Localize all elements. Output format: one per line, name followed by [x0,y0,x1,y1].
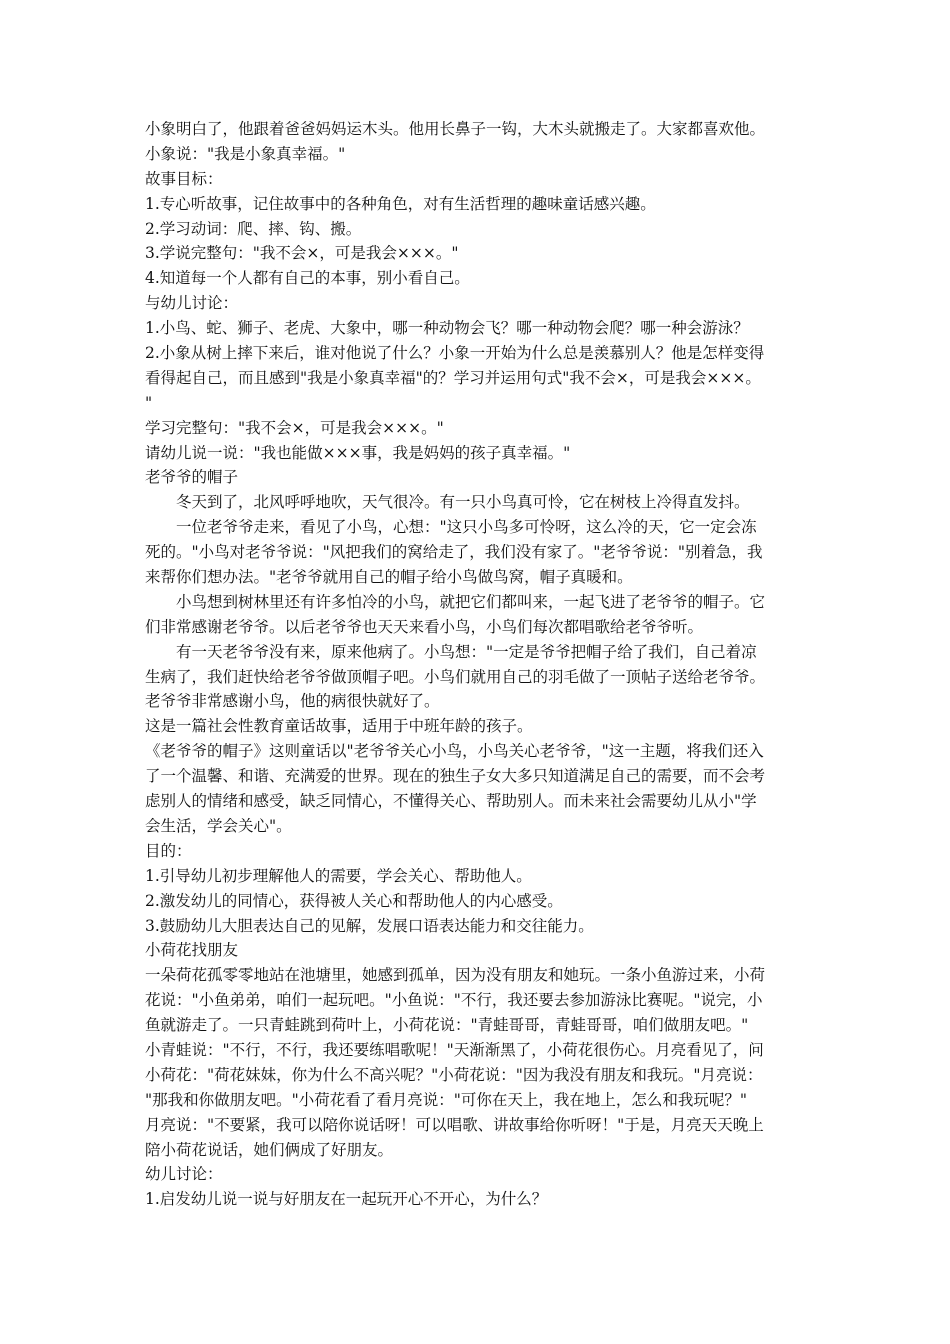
text-line: " [145,393,153,412]
text-line: 学习完整句："我不会×，可是我会×××。" [145,418,444,437]
text-line: 这是一篇社会性教育童话故事，适用于中班年龄的孩子。 [145,717,533,736]
text-line: 月亮说："不要紧，我可以陪你说话呀！可以唱歌、讲故事给你听呀！"于是，月亮天天晚上 [145,1115,764,1134]
text-line: 小象明白了，他跟着爸爸妈妈运木头。他用长鼻子一钩，大木头就搬走了。大家都喜欢他。 [145,120,766,138]
text-line: 2.激发幼儿的同情心，获得被人关心和帮助他人的内心感受。 [145,891,563,910]
text-line: 幼儿讨论： [145,1165,223,1184]
text-line: 1.小鸟、蛇、狮子、老虎、大象中，哪一种动物会飞？哪一种动物会爬？哪一种会游泳？ [145,319,749,338]
text-line: 生病了，我们赶快给老爷爷做顶帽子吧。小鸟们就用自己的羽毛做了一顶帖子送给老爷爷。 [145,667,766,686]
text-line: 来帮你们想办法。"老爷爷就用自己的帽子给小鸟做鸟窝，帽子真暖和。 [145,568,633,587]
text-line: 目的： [145,841,192,860]
text-line: 3.鼓励幼儿大胆表达自己的见解，发展口语表达能力和交往能力。 [145,916,594,935]
text-line: 小象说："我是小象真幸福。" [145,144,346,163]
text-line: 1.启发幼儿说一说与好朋友在一起玩开心不开心，为什么？ [145,1190,548,1209]
text-line: 死的。"小鸟对老爷爷说："风把我们的窝给走了，我们没有家了。"老爷爷说："别着急，我 [145,543,763,562]
text-line: 1.引导幼儿初步理解他人的需要，学会关心、帮助他人。 [145,866,532,885]
text-line: 2.学习动词：爬、摔、钩、搬。 [145,219,362,238]
text-line: 《老爷爷的帽子》这则童话以"老爷爷关心小鸟，小鸟关心老爷爷，"这一主题，将我们还入 [145,742,764,761]
text-line: 花说："小鱼弟弟，咱们一起玩吧。"小鱼说："不行，我还要去参加游泳比赛呢。"说完，小 [145,991,763,1010]
text-line: 4.知道每一个人都有自己的本事，别小看自己。 [145,269,470,288]
document-page [145,117,810,1212]
text-line: "那我和你做朋友吧。"小荷花看了看月亮说："可你在天上，我在地上，怎么和我玩呢？" [145,1090,748,1109]
text-line: 小鸟想到树林里还有许多怕冷的小鸟，就把它们都叫来，一起飞进了老爷爷的帽子。它 [176,592,766,611]
text-line: 一朵荷花孤零零地站在池塘里，她感到孤单，因为没有朋友和她玩。一条小鱼游过来，小荷 [145,966,766,985]
text-line: 1.专心听故事，记住故事中的各种角色，对有生活哲理的趣味童话感兴趣。 [145,194,656,213]
text-line: 有一天老爷爷没有来，原来他病了。小鸟想："一定是爷爷把帽子给了我们，自己着凉 [176,642,757,661]
text-line: 会生活，学会关心"。 [145,816,292,835]
text-line: 一位老爷爷走来，看见了小鸟，心想："这只小鸟多可怜呀，这么冷的天，它一定会冻 [176,518,757,537]
text-line: 老爷爷非常感谢小鸟，他的病很快就好了。 [145,692,440,711]
text-line: 鱼就游走了。一只青蛙跳到荷叶上，小荷花说："青蛙哥哥，青蛙哥哥，咱们做朋友吧。" [145,1016,749,1035]
text-line: 陪小荷花说话，她们俩成了好朋友。 [145,1140,394,1159]
text-line: 3.学说完整句："我不会×，可是我会×××。" [145,244,459,263]
text-line: 请幼儿说一说："我也能做×××事，我是妈妈的孩子真幸福。" [145,443,571,462]
text-line: 小荷花："荷花妹妹，你为什么不高兴呢？"小荷花说："因为我没有朋友和我玩。"月亮说： [145,1065,763,1084]
text-line: 与幼儿讨论： [145,294,239,313]
text-line: 了一个温馨、和谐、充满爱的世界。现在的独生子女大多只知道满足自己的需要，而不会考 [145,767,766,786]
text-line: 小青蛙说："不行，不行，我还要练唱歌呢！"天渐渐黑了，小荷花很伤心。月亮看见了，问 [145,1040,764,1059]
text-line: 看得起自己，而且感到"我是小象真幸福"的？学习并运用句式"我不会×，可是我会×××。 [145,368,761,387]
text-line: 故事目标： [145,169,223,188]
text-line: 冬天到了，北风呼呼地吹，天气很冷。有一只小鸟真可怜，它在树枝上冷得直发抖。 [176,493,750,512]
text-line: 小荷花找朋友 [145,941,239,960]
text-line: 们非常感谢老爷爷。以后老爷爷也天天来看小鸟，小鸟们每次都唱歌给老爷爷听。 [145,617,704,636]
text-line: 老爷爷的帽子 [145,468,239,487]
text-line: 虑别人的情绪和感受，缺乏同情心，不懂得关心、帮助别人。而未来社会需要幼儿从小"学 [145,792,757,811]
text-line: 2.小象从树上摔下来后，谁对他说了什么？小象一开始为什么总是羡慕别人？他是怎样变得 [145,344,765,363]
